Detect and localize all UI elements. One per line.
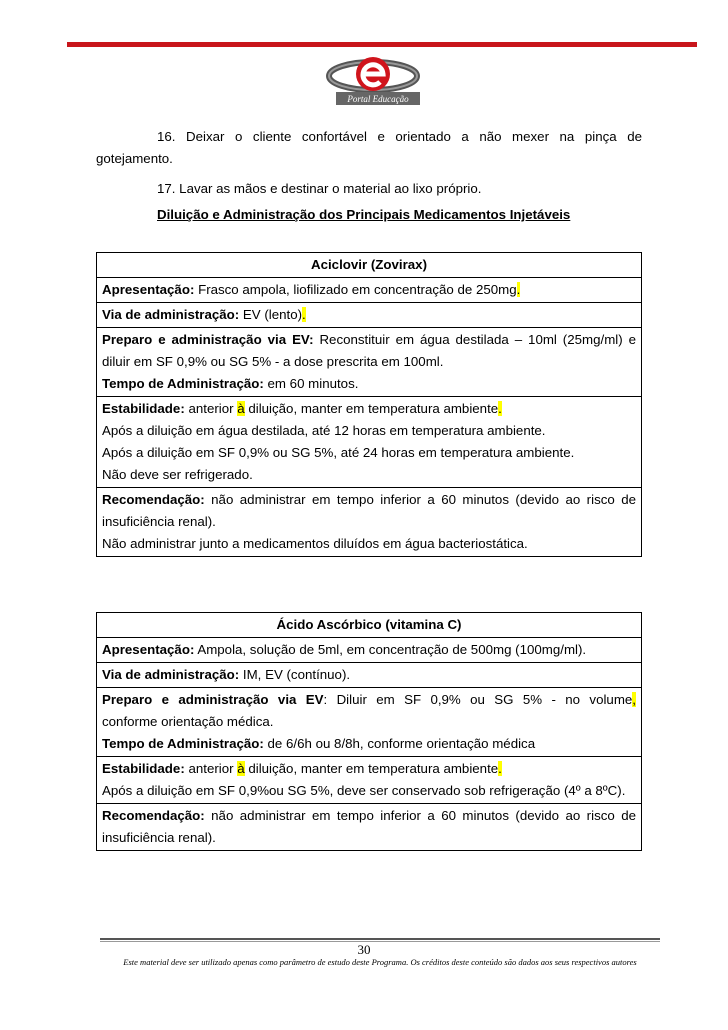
drug-title: Aciclovir (Zovirax) (97, 253, 642, 278)
estabilidade-row: Estabilidade: anterior à diluição, manter em temperatura ambiente. Após a diluição em SF 0,9%ou SG 5%, deve ser conservado sob refrigeração (4º a 8ºC). (97, 757, 642, 804)
intro-item-17: 17. Lavar as mãos e destinar o material ao lixo próprio. (157, 181, 482, 196)
apresentacao-row: Apresentação: Frasco ampola, liofilizado em concentração de 250mg. (97, 278, 642, 303)
drug-table-acido-ascorbico (96, 612, 642, 851)
preparo-tempo-row: Preparo e administração via EV: Reconstituir em água destilada – 10ml (25mg/ml) e diluir em SF 0,9% ou SG 5% - a dose prescrita em 100ml. Tempo de Administração: em 60 minutos. (97, 328, 642, 397)
drug-title: Ácido Ascórbico (vitamina C) (97, 613, 642, 638)
via-row: Via de administração: EV (lento). (97, 303, 642, 328)
recomendacao-row: Recomendação: não administrar em tempo inferior a 60 minutos (devido ao risco de insuficiência renal). Não administrar junto a medicamentos diluídos em água bacteriostática. (97, 488, 642, 557)
portal-educacao-logo (318, 54, 438, 106)
intro-item-16: 16. Deixar o cliente confortável e orientado a não mexer na pinça de gotejamento. (96, 129, 642, 166)
footer-rule (100, 938, 660, 940)
svg-text:Portal Educação: Portal Educação (347, 94, 409, 104)
recomendacao-row: Recomendação: não administrar em tempo inferior a 60 minutos (devido ao risco de insuficiência renal). (97, 804, 642, 851)
apresentacao-row: Apresentação: Ampola, solução de 5ml, em concentração de 500mg (100mg/ml). (97, 638, 642, 663)
estabilidade-row: Estabilidade: anterior à diluição, manter em temperatura ambiente. Após a diluição em água destilada, até 12 horas em temperatura ambiente. Após a diluição em SF 0,9% ou SG 5%, até 24 horas em temperatura ambiente. Não deve ser refrigerado. (97, 397, 642, 488)
preparo-tempo-row: Preparo e administração via EV: Diluir em SF 0,9% ou SG 5% - no volume, conforme orientação médica. Tempo de Administração: de 6/6h ou 8/8h, conforme orientação médica (97, 688, 642, 757)
header-rule (67, 42, 697, 47)
section-heading: Diluição e Administração dos Principais Medicamentos Injetáveis (157, 207, 571, 222)
drug-table-aciclovir (96, 252, 642, 557)
footer-note: Este material deve ser utilizado apenas como parâmetro de estudo deste Programa. Os créditos deste conteúdo são dados aos seus respectivos autores (123, 957, 637, 967)
via-row: Via de administração: IM, EV (contínuo). (97, 663, 642, 688)
page-number: 30 (357, 942, 371, 957)
